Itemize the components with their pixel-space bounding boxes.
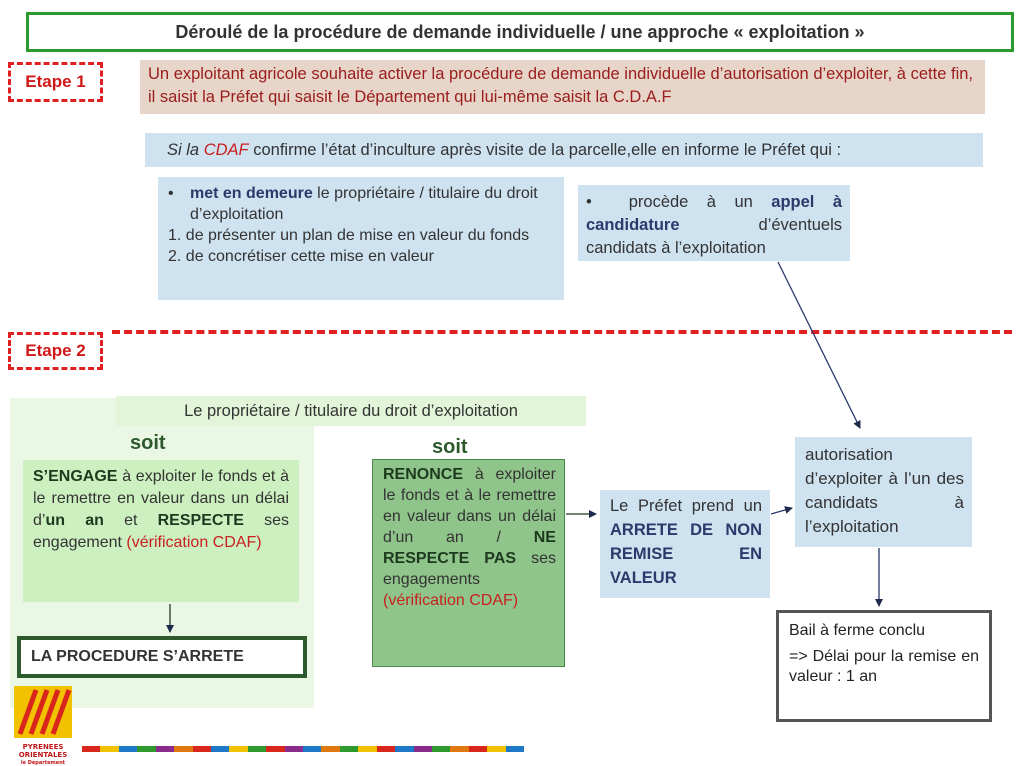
cdaf-pre: Si la [167, 140, 200, 159]
engage-bold-3: RESPECTE [157, 512, 244, 529]
demeure-bold: met en demeure [190, 185, 313, 202]
autorisation-text: autorisation d’exploiter à l’un des candidats à l’exploitation [805, 445, 964, 536]
bullet-icon: • [586, 193, 592, 211]
soit-label-1: soit [130, 432, 166, 454]
etape-2-text: Etape 2 [25, 341, 86, 360]
exploitant-text: Un exploitant agricole souhaite activer la procédure de demande individuelle d’autorisation d’exploiter, à cette fin, il saisit la Préfet qui saisit le Département qui lui-même saisit la C.D.A.F [148, 65, 973, 106]
renonce-text-1: à exploiter le fonds et à le remettre en valeur dans un délai d’un an [383, 466, 556, 546]
arrow-appel-to-autorisation [778, 262, 860, 428]
renonce-text-2: / [496, 529, 501, 546]
decorative-stripe [82, 746, 524, 752]
prefet-bold: ARRETE DE NON REMISE EN VALEUR [610, 521, 762, 587]
arrow-prefet-to-autorisation [771, 508, 792, 514]
appel-bold: appel à candidature [586, 193, 843, 234]
prefet-text: Le Préfet prend un [610, 497, 762, 515]
bail-line-1: Bail à ferme conclu [789, 622, 926, 639]
demeure-rest: le propriétaire / titulaire du droit d’exploitation [190, 185, 538, 223]
appel-post: d’éventuels candidats à l’exploitation [586, 216, 842, 257]
engage-verification: (vérification CDAF) [126, 534, 262, 551]
renonce-verification: (vérification CDAF) [383, 592, 519, 609]
engage-text-1: à exploiter le fonds et à le remettre en valeur dans un délai d’ [33, 468, 289, 529]
logo-line-1: PYRENEES [22, 743, 64, 751]
page-title: Déroulé de la procédure de demande individuelle / une approche « exploitation » [175, 21, 865, 42]
renonce-bold-1: RENONCE [383, 466, 464, 483]
etape-1-text: Etape 1 [25, 72, 86, 91]
engage-text-2: et [124, 512, 138, 529]
logo-emblem-icon [14, 686, 72, 738]
renonce-bold-2: NE RESPECTE PAS [383, 529, 556, 567]
appel-pre: procède à un [628, 193, 753, 211]
engage-bold-1: S’ENGAGE [33, 468, 118, 485]
logo-line-3: le Département [20, 760, 66, 766]
cdaf-name: CDAF [203, 140, 249, 159]
department-logo [14, 686, 72, 766]
procedure-arrete-text: LA PROCEDURE S’ARRETE [31, 648, 244, 665]
demeure-item-2: 2. de concrétiser cette mise en valeur [168, 248, 434, 265]
engage-text-3: ses engagement [33, 512, 289, 551]
logo-line-2: ORIENTALES [18, 751, 68, 759]
cdaf-post: confirme l’état d’inculture après visite de la parcelle,elle en informe le Préfet qui : [253, 140, 842, 159]
bullet-icon: • [168, 185, 174, 202]
bail-line-2: => Délai pour la remise en valeur : 1 an [789, 648, 979, 685]
renonce-text-3: ses engagements [383, 550, 556, 588]
proprietaire-text: Le propriétaire / titulaire du droit d’exploitation [184, 401, 518, 420]
engage-bold-2: un an [45, 512, 104, 529]
demeure-item-1: 1. de présenter un plan de mise en valeur du fonds [168, 227, 530, 244]
soit-label-2: soit [432, 436, 468, 458]
